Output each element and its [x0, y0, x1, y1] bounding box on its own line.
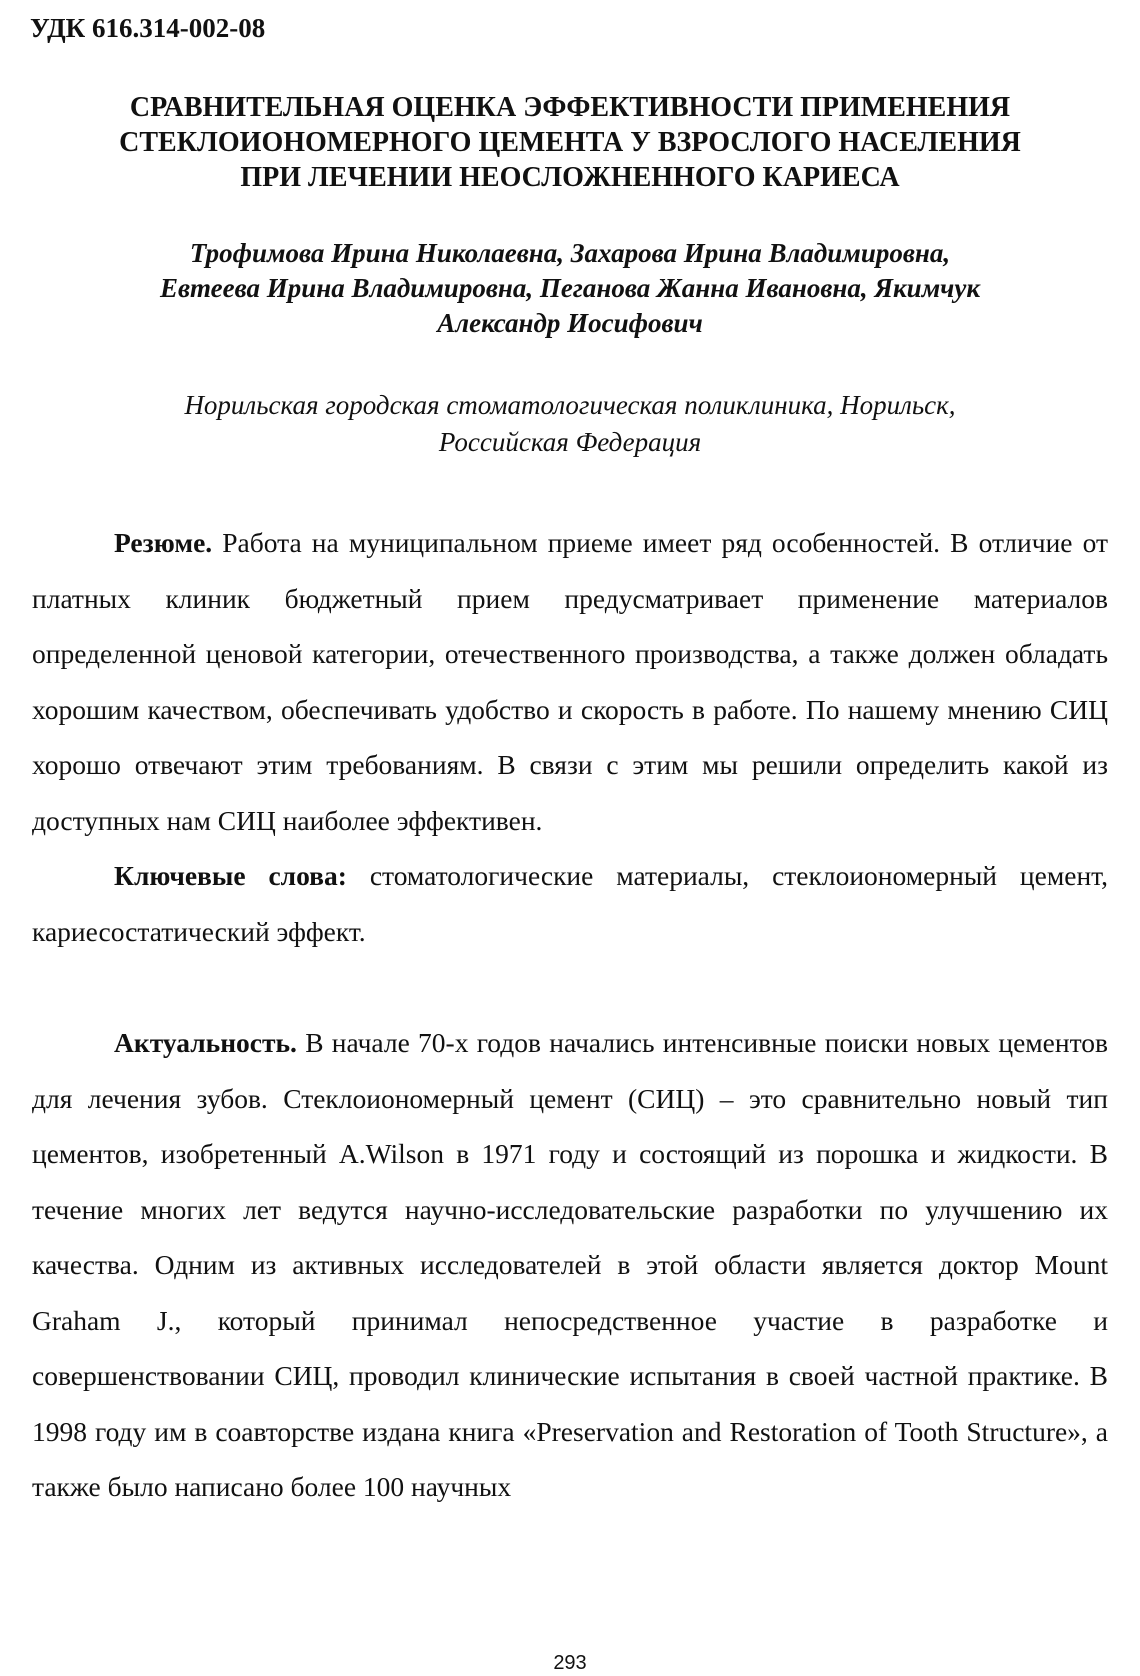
abstract-label: Резюме. [114, 527, 213, 558]
abstract-text: Работа на муниципальном приеме имеет ряд особенностей. В отличие от платных клиник бюджетный прием предусматривает применение материалов определенной ценовой категории, отечественного производства, а также должен обладать хорошим качеством, обеспечивать удобство и скорость в работе. По нашему мнению СИЦ хорошо отвечают этим требованиям. В связи с этим мы решили определить какой из доступных нам СИЦ наиболее эффективен. [32, 527, 1108, 836]
page-number: 293 [553, 1652, 587, 1674]
authors-line: Трофимова Ирина Николаевна, Захарова Ирина Владимировна, [189, 238, 951, 268]
relevance-label: Актуальность. [114, 1027, 297, 1058]
keywords-text: стоматологические материалы, стеклоиономерный цемент, кариесостатический эффект. [32, 860, 1108, 947]
title-line: СТЕКЛОИОНОМЕРНОГО ЦЕМЕНТА У ВЗРОСЛОГО НАСЕЛЕНИЯ [119, 127, 1021, 158]
abstract-paragraph [32, 515, 1108, 848]
article-body [32, 515, 1108, 1515]
keywords-paragraph [32, 848, 1108, 959]
authors-line: Александр Иосифович [437, 308, 703, 338]
affiliation-line: Норильская городская стоматологическая поликлиника, Норильск, [184, 390, 956, 420]
affiliation-line: Российская Федерация [438, 427, 702, 457]
section-gap [32, 959, 1108, 1015]
udk-code: УДК 616.314-002-08 [30, 13, 266, 43]
authors [0, 236, 1140, 341]
keywords-label: Ключевые слова: [114, 860, 347, 891]
title-line: ПРИ ЛЕЧЕНИИ НЕОСЛОЖНЕННОГО КАРИЕСА [240, 162, 900, 193]
article-title [0, 90, 1140, 195]
title-line: СРАВНИТЕЛЬНАЯ ОЦЕНКА ЭФФЕКТИВНОСТИ ПРИМЕНЕНИЯ [129, 92, 1011, 123]
authors-line: Евтеева Ирина Владимировна, Пеганова Жанна Ивановна, Якимчук [159, 273, 981, 303]
relevance-text: В начале 70-х годов начались интенсивные поиски новых цементов для лечения зубов. Стеклоиономерный цемент (СИЦ) – это сравнительно новый тип цементов, изобретенный A.Wilson в 1971 году и состоящий из порошка и жидкости. В течение многих лет ведутся научно-исследовательские разработки по улучшению их качества. Одним из активных исследователей в этой области является доктор Mount Graham J., который принимал непосредственное участие в разработке и совершенствовании СИЦ, проводил клинические испытания в своей частной практике. В 1998 году им в соавторстве издана книга «Preservation and Restoration of Tooth Structure», а также было написано более 100 научных [32, 1027, 1108, 1502]
affiliation [0, 387, 1140, 461]
relevance-paragraph [32, 1015, 1108, 1515]
